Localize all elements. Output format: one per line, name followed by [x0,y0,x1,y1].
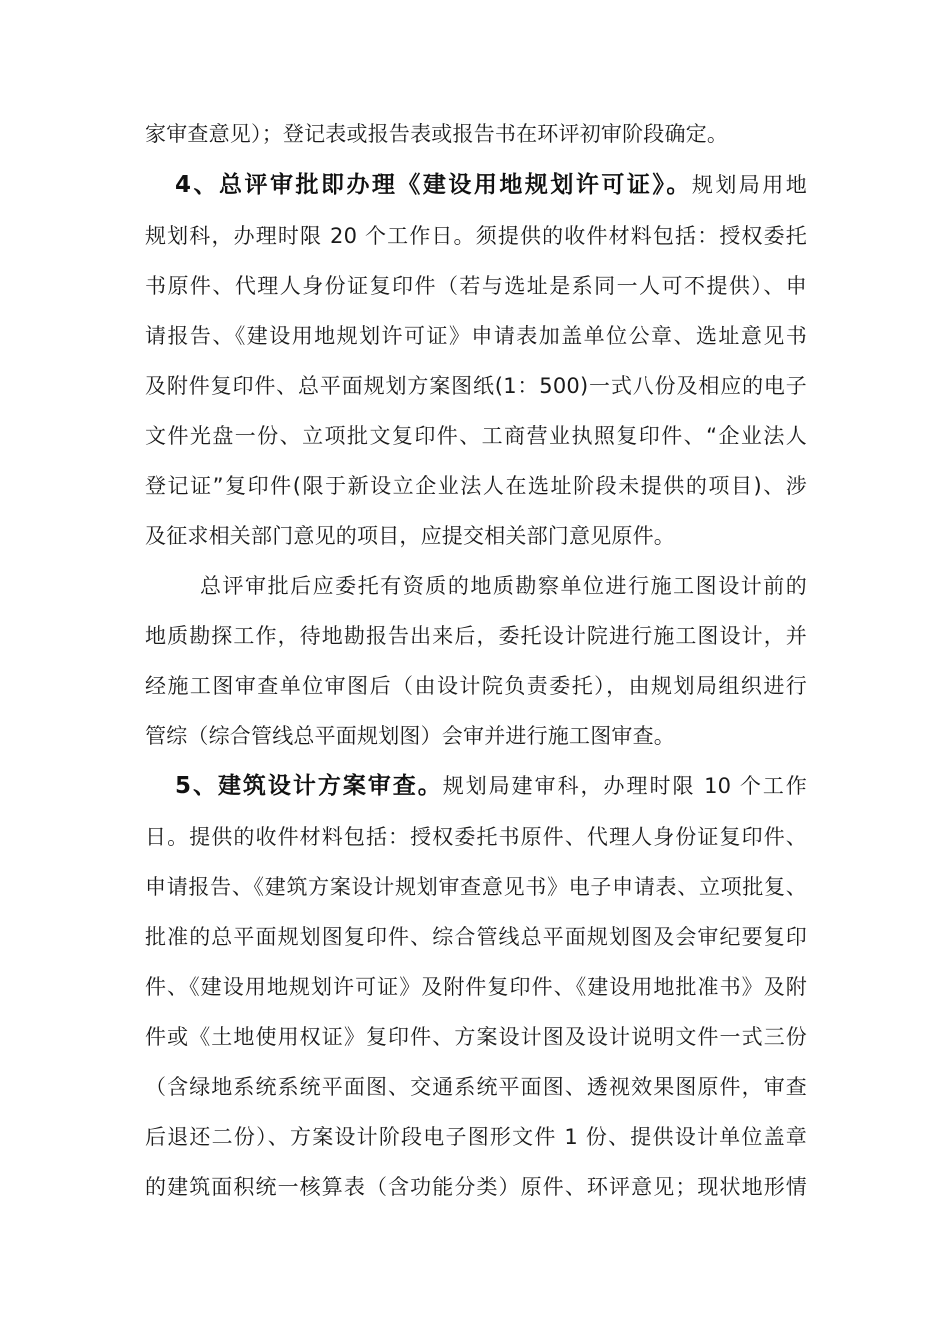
text-line: （含绿地系统系统平面图、交通系统平面图、透视效果图原件，审查 [145,1075,807,1099]
text-line: 件、《建设用地规划许可证》及附件复印件、《建设用地批准书》及附 [145,975,807,999]
text-line: 申请报告、《建筑方案设计规划审查意见书》电子申请表、立项批复、 [145,875,807,899]
section-5-heading-rest: 规划局建审科，办理时限 10 个工作 [442,774,807,798]
text-line: 件或《土地使用权证》复印件、方案设计图及设计说明文件一式三份 [145,1025,807,1049]
text-line: 规划科，办理时限 20 个工作日。须提供的收件材料包括：授权委托 [145,224,807,248]
text-line: 家审查意见）；登记表或报告表或报告书在环评初审阶段确定。 [145,122,729,146]
section-4-heading-rest: 规划局用地 [691,173,807,197]
text-line: 及征求相关部门意见的项目，应提交相关部门意见原件。 [145,524,675,548]
text-line: 地质勘探工作，待地勘报告出来后，委托设计院进行施工图设计，并 [145,624,807,648]
text-line: 经施工图审查单位审图后（由设计院负责委托），由规划局组织进行 [145,674,807,698]
text-line: 后退还二份）、方案设计阶段电子图形文件 1 份、提供设计单位盖章 [145,1125,807,1149]
section-5-heading: 5、建筑设计方案审查。 [175,773,443,799]
text-line: 日。提供的收件材料包括：授权委托书原件、代理人身份证复印件、 [145,825,807,849]
text-line: 管综（综合管线总平面规划图）会审并进行施工图审查。 [145,724,675,748]
text-line: 总评审批后应委托有资质的地质勘察单位进行施工图设计前的 [200,574,807,598]
text-line: 请报告、《建设用地规划许可证》申请表加盖单位公章、选址意见书 [145,324,807,348]
text-line: 及附件复印件、总平面规划方案图纸(1：500)一式八份及相应的电子 [145,374,807,398]
text-line: 的建筑面积统一核算表（含功能分类）原件、环评意见；现状地形情 [145,1175,807,1199]
text-line: 书原件、代理人身份证复印件（若与选址是系同一人可不提供）、申 [145,274,807,298]
text-line: 文件光盘一份、立项批文复印件、工商营业执照复印件、“企业法人 [145,424,807,448]
text-line: 登记证”复印件(限于新设立企业法人在选址阶段未提供的项目)、涉 [145,474,807,498]
text-line: 批准的总平面规划图复印件、综合管线总平面规划图及会审纪要复印 [145,925,807,949]
section-5-heading-line [175,771,807,801]
section-4-heading-line [175,170,807,200]
section-4-heading: 4、总评审批即办理《建设用地规划许可证》。 [175,172,692,198]
